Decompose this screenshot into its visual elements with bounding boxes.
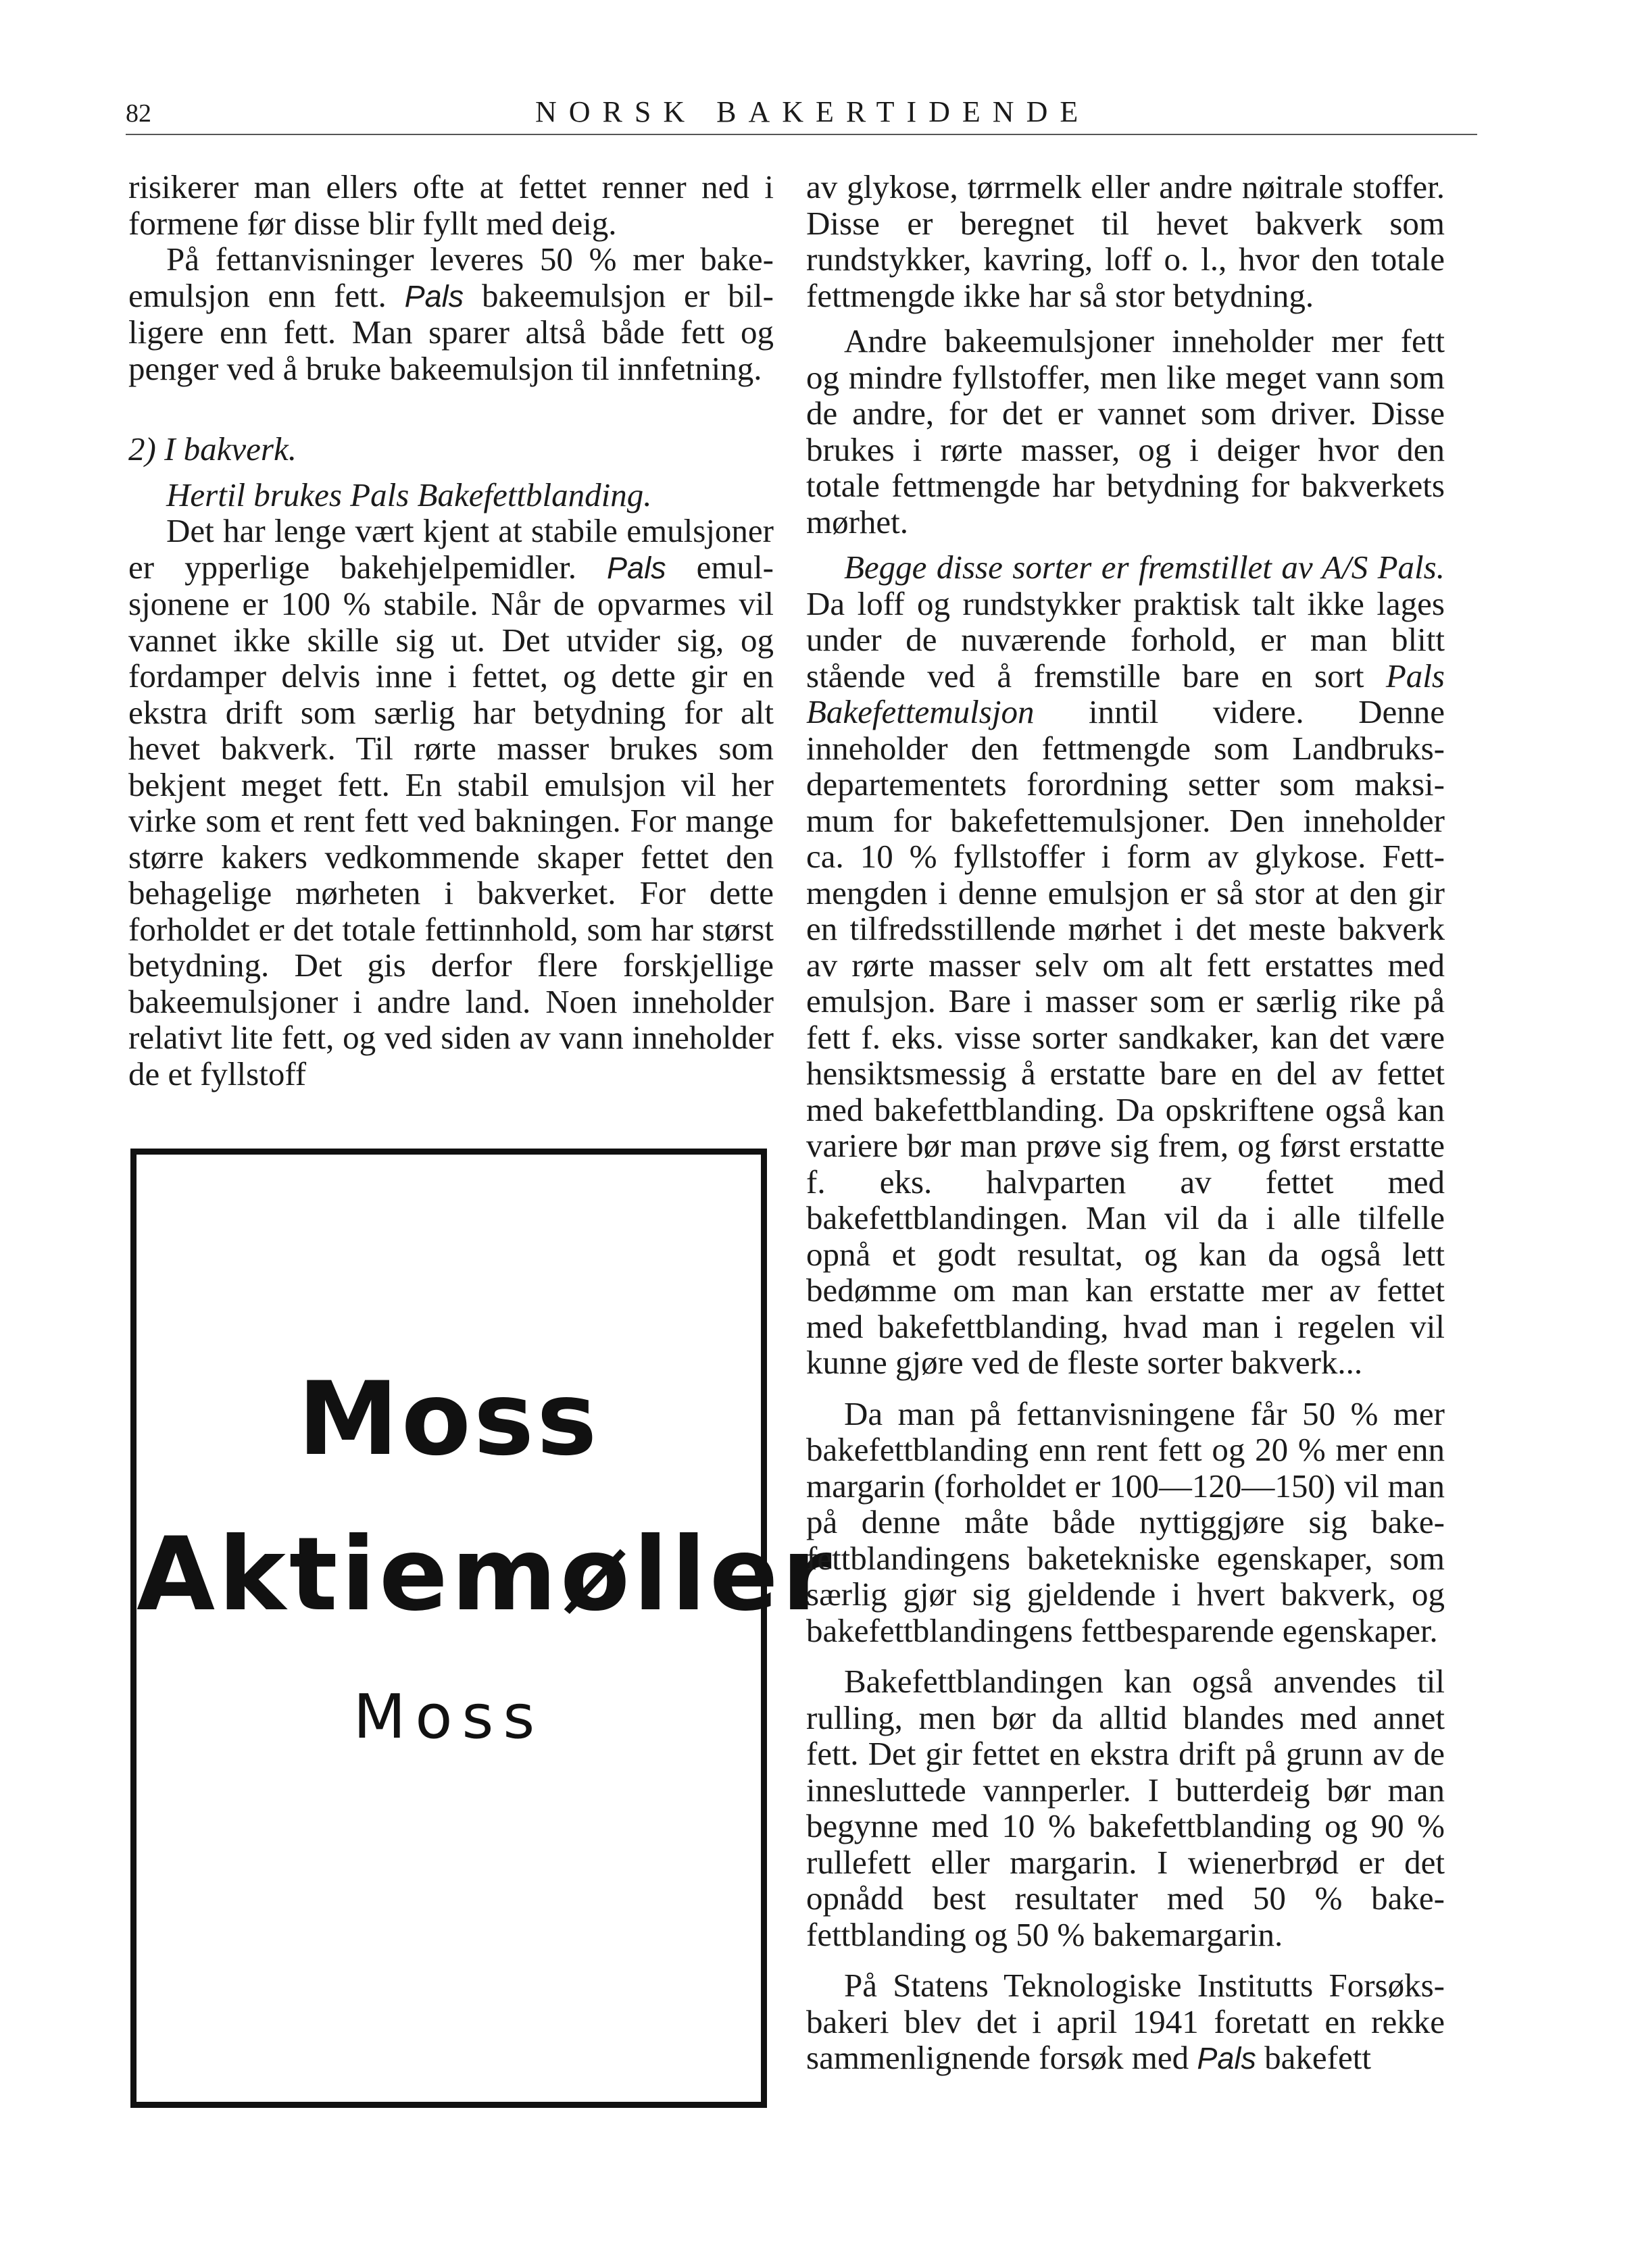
paragraph: Andre bakeemulsjoner inneholder mer fett og mindre fyllstoffer, men like meget vann som de andre, for det er vannet som driver. Disse brukes i rørte masser, og i deiger hvor den totale fettmengde har betydning for bakverkets mørhet. [806, 322, 1445, 540]
paragraph: Da man på fettanvisningene får 50 % mer bakefettblanding enn rent fett og 20 % mer enn margarin (forholdet er 100—120—150) vil man på denne måte både nyttiggjøre sig bakefettblandingens baketekniske egenskaper, som særlig gjør sig gjeldende i hvert bakverk, og bakefettblandingens fettbesparende egenskaper. [806, 1394, 1445, 1649]
sub-heading: Hertil brukes Pals Bakefettblanding. [166, 476, 652, 513]
paragraph: Bakefettblandingen kan også anvendes til rulling, men bør da alltid blandes med annet fett. Det gir fettet en ekstra drift på grunn av de innesluttede vannperler. I butterdeig bør man begynne med 10 % bakefettblanding og 90 % rullefett eller margarin. I wienerbrød er det opnådd best resultater med 50 % bakefettblanding og 50 % bakemargarin. [806, 1663, 1445, 1953]
page-number: 82 [126, 99, 151, 128]
ad-headline-aktiemoller: Aktiemøller [137, 1516, 835, 1634]
paragraph: På Statens Teknologiske Institutts Forsøksbakeri blev det i april 1941 foretatt en rekke sammenlignende forsøk med Pals bakefett [806, 1967, 1445, 2076]
brand-name: Pals [404, 278, 464, 313]
page-header [0, 0, 1636, 135]
journal-title: NORSK BAKERTIDENDE [535, 95, 1091, 128]
advertisement-box [130, 1149, 835, 2108]
paragraph: risikerer man ellers ofte at fettet renner ned i formene før disse blir fyllt med deig. [128, 168, 774, 242]
right-column [806, 169, 1445, 2077]
brand-name: Pals [607, 550, 666, 585]
paragraph: På fettanvisninger leveres 50 % mer bakeemulsjon enn fett. Pals bakeemulsjon er billigere enn fett. Man sparer altså både fett og penger ved å bruke bakeemulsjon til innfetning. [128, 241, 774, 387]
header-divider [126, 134, 1477, 135]
paragraph: Det har lenge vært kjent at stabile emulsjoner er ypperlige bakehjelpemidler. Pals emulsjonene er 100 % stabile. Når de opvarmes vil vannet ikke skille sig ut. Det utvider sig, og fordamper delvis inne i fettet, og dette gir en ekstra drift som særlig har betydning for alt hevet bakverk. Til rørte masser brukes som bekjent meget fett. En stabil emulsjon vil her virke som et rent fett ved bakningen. For mange større kakers vedkommende skaper fettet den behagelige mørheten i bakverket. For dette forholdet er det totale fettinnhold, som har størst betydning. Det gis derfor flere forskjellige bakeemulsjoner i andre land. Noen inneholder relativt lite fett, og ved siden av vann inneholder de et fyllstoff [128, 512, 774, 1092]
section-heading: 2) I bakverk. [128, 430, 297, 468]
paragraph: av glykose, tørrmelk eller andre nøitrale stoffer. Disse er beregnet til hevet bakverk som rundstykker, kavring, loff o. l., hvor den totale fettmengde ikke har så stor betydning. [806, 168, 1445, 314]
paragraph: Begge disse sorter er fremstillet av A/S Pals. Da loff og rundstykker praktisk talt ikke lages under de nuværende forhold, er man blitt stående ved å fremstille bare en sort Pals Bakefettemulsjon inntil videre. Denne inneholder den fettmengde som Landbruksdepartementets forordning setter som maksimum for bakefettemulsjoner. Den inneholder ca. 10 % fyllstoffer i form av glykose. Fettmengden i denne emulsjon er så stor at den gir en tilfredsstillende mørhet i det meste bakverk av rørte masser selv om alt fett erstattes med emulsjon. Bare i masser som er særlig rike på fett f. eks. visse sorter sandkaker, kan det være hensiktsmessig å erstatte bare en del av fettet med bakefettblanding. Da opskriftene også kan variere bør man prøve sig frem, og først erstatte f. eks. halvparten av fettet med bakefettblandingen. Man vil da i alle tilfelle opnå et godt resultat, og kan da også lett bedømme om man kan erstatte mer av fettet med bakefettblanding, hvad man i regelen vil kunne gjøre ved de fleste sorter bakverk... [806, 549, 1445, 1381]
brand-name: Pals [1197, 2041, 1256, 2075]
ad-headline-moss: Moss [297, 1361, 600, 1478]
ad-location: Moss [353, 1682, 545, 1753]
left-column [128, 169, 774, 1092]
